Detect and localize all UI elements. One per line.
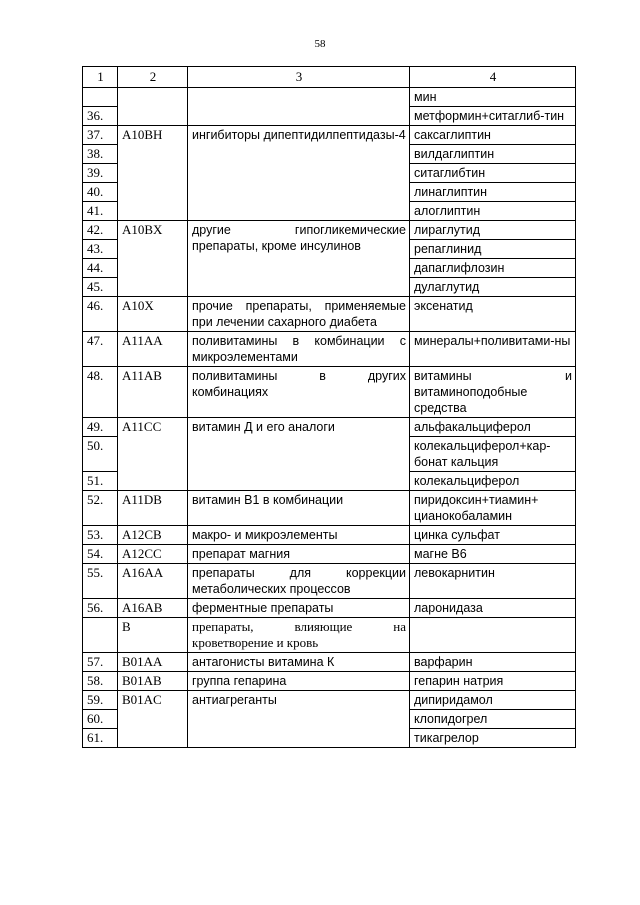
drug-group: витамин В1 в комбинации [188, 491, 410, 526]
row-number: 40. [83, 183, 118, 202]
table-header-row [83, 67, 576, 88]
drug-name: клопидогрел [410, 710, 576, 729]
drug-group [188, 88, 410, 126]
drug-name: варфарин [410, 653, 576, 672]
atc-code: A10X [118, 297, 188, 332]
row-number: 45. [83, 278, 118, 297]
row-number: 46. [83, 297, 118, 332]
row-number: 59. [83, 691, 118, 710]
table-row [83, 691, 576, 710]
drug-group: антагонисты витамина К [188, 653, 410, 672]
row-number: 47. [83, 332, 118, 367]
drug-name: магне В6 [410, 545, 576, 564]
table-row [83, 126, 576, 145]
drug-group: поливитамины в других комбинациях [188, 367, 410, 418]
atc-code: A12CC [118, 545, 188, 564]
drug-list-table [82, 66, 576, 748]
drug-name: дипиридамол [410, 691, 576, 710]
drug-name: витамины и витаминоподобные средства [410, 367, 576, 418]
drug-name: альфакальциферол [410, 418, 576, 437]
drug-name: лираглутид [410, 221, 576, 240]
drug-group: ингибиторы дипептидилпептидазы-4 [188, 126, 410, 221]
drug-group: препарат магния [188, 545, 410, 564]
table-row [83, 221, 576, 240]
row-number: 50. [83, 437, 118, 472]
row-number: 56. [83, 599, 118, 618]
row-number: 44. [83, 259, 118, 278]
row-number: 55. [83, 564, 118, 599]
table-row [83, 618, 576, 653]
row-number: 42. [83, 221, 118, 240]
row-number: 54. [83, 545, 118, 564]
drug-name [410, 618, 576, 653]
atc-code: A10BX [118, 221, 188, 297]
drug-name: репаглинид [410, 240, 576, 259]
drug-group: препараты для коррекции метаболических процессов [188, 564, 410, 599]
drug-name: колекальциферол [410, 472, 576, 491]
drug-group: ферментные препараты [188, 599, 410, 618]
atc-code: A10BH [118, 126, 188, 221]
row-number: 60. [83, 710, 118, 729]
row-number: 38. [83, 145, 118, 164]
row-number: 61. [83, 729, 118, 748]
row-number: 37. [83, 126, 118, 145]
table-row [83, 418, 576, 437]
column-header-code: 2 [118, 67, 188, 88]
table-row [83, 564, 576, 599]
drug-name: линаглиптин [410, 183, 576, 202]
row-number: 39. [83, 164, 118, 183]
table-row [83, 367, 576, 418]
row-number: 49. [83, 418, 118, 437]
table-row [83, 332, 576, 367]
drug-group: препараты, влияющие на кроветворение и кровь [188, 618, 410, 653]
drug-group: витамин Д и его аналоги [188, 418, 410, 491]
table-row [83, 491, 576, 526]
atc-code: B01AA [118, 653, 188, 672]
row-number: 58. [83, 672, 118, 691]
atc-code: A11DB [118, 491, 188, 526]
drug-name: пиридоксин+тиамин+ цианокобаламин [410, 491, 576, 526]
table-row [83, 672, 576, 691]
atc-code [118, 88, 188, 126]
drug-group: прочие препараты, применяемые при лечении сахарного диабета [188, 297, 410, 332]
row-number: 51. [83, 472, 118, 491]
row-number: 57. [83, 653, 118, 672]
drug-name: ситаглибтин [410, 164, 576, 183]
drug-name: саксаглиптин [410, 126, 576, 145]
table-row [83, 545, 576, 564]
row-number: 43. [83, 240, 118, 259]
table-row [83, 599, 576, 618]
atc-code: A16AA [118, 564, 188, 599]
drug-name: эксенатид [410, 297, 576, 332]
drug-group: другие гипогликемические препараты, кроме инсулинов [188, 221, 410, 297]
drug-group: группа гепарина [188, 672, 410, 691]
drug-name: алоглиптин [410, 202, 576, 221]
atc-code: A12CB [118, 526, 188, 545]
atc-code: B [118, 618, 188, 653]
row-number: 52. [83, 491, 118, 526]
atc-code: B01AC [118, 691, 188, 748]
drug-group: макро- и микроэлементы [188, 526, 410, 545]
row-number [83, 88, 118, 107]
table-row [83, 526, 576, 545]
row-number: 41. [83, 202, 118, 221]
drug-name: гепарин натрия [410, 672, 576, 691]
column-header-drug: 4 [410, 67, 576, 88]
drug-name: левокарнитин [410, 564, 576, 599]
drug-name: минералы+поливитами-ны [410, 332, 576, 367]
atc-code: A11AA [118, 332, 188, 367]
page-number: 58 [314, 38, 326, 50]
drug-group: антиагреганты [188, 691, 410, 748]
atc-code: A16AB [118, 599, 188, 618]
drug-name: дапаглифлозин [410, 259, 576, 278]
drug-name: колекальциферол+кар-бонат кальция [410, 437, 576, 472]
drug-name: цинка сульфат [410, 526, 576, 545]
atc-code: A11CC [118, 418, 188, 491]
atc-code: B01AB [118, 672, 188, 691]
drug-name: вилдаглиптин [410, 145, 576, 164]
drug-name: ларонидаза [410, 599, 576, 618]
column-header-number: 1 [83, 67, 118, 88]
drug-name: мин [410, 88, 576, 107]
table-row [83, 88, 576, 107]
row-number [83, 618, 118, 653]
column-header-group: 3 [188, 67, 410, 88]
row-number: 48. [83, 367, 118, 418]
row-number: 36. [83, 107, 118, 126]
row-number: 53. [83, 526, 118, 545]
table-row [83, 653, 576, 672]
drug-group: поливитамины в комбинации с микроэлементами [188, 332, 410, 367]
drug-name: тикагрелор [410, 729, 576, 748]
drug-name: метформин+ситаглиб-тин [410, 107, 576, 126]
drug-name: дулаглутид [410, 278, 576, 297]
atc-code: A11AB [118, 367, 188, 418]
table-row [83, 297, 576, 332]
